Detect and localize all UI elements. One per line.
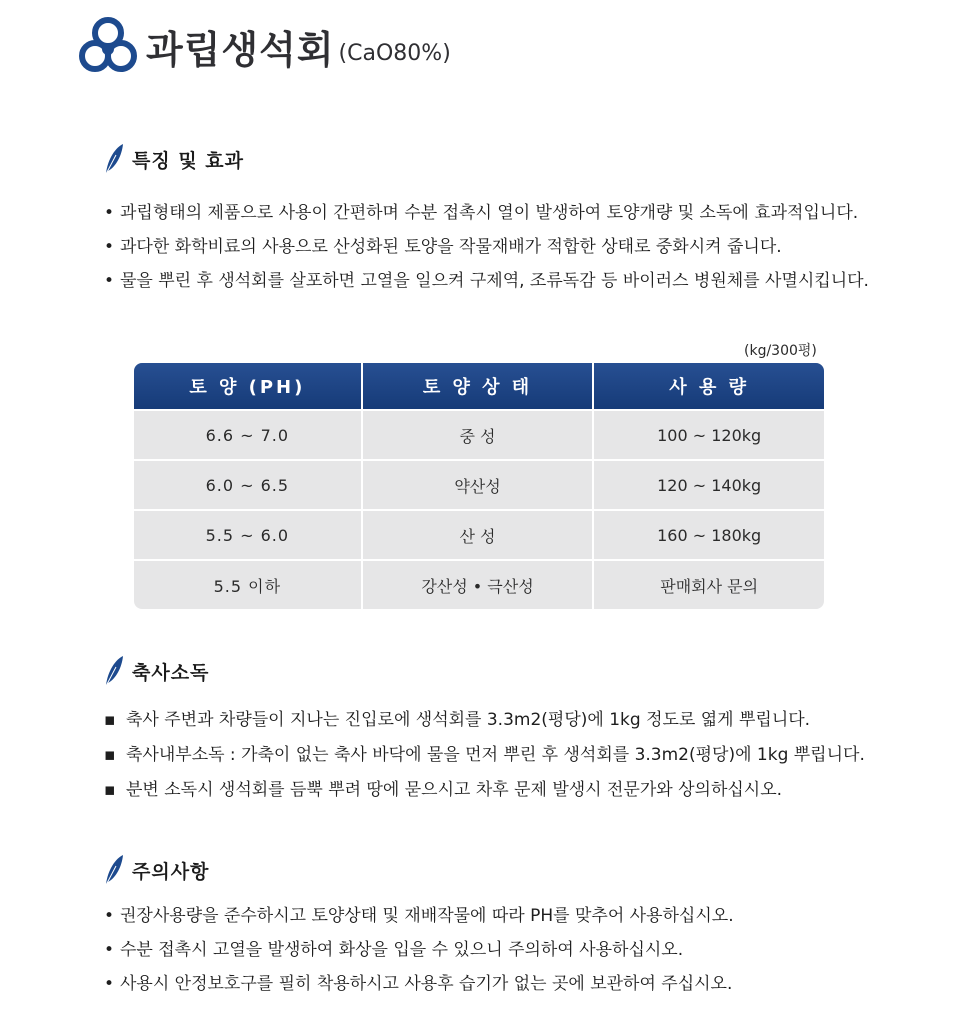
cell-ph: 6.0 ~ 6.5 <box>134 461 363 509</box>
list-item: • 과다한 화학비료의 사용으로 산성화된 토양을 작물재배가 적합한 상태로 중화시켜 줍니다. <box>104 237 782 257</box>
product-name: 과립생석회 <box>146 27 335 72</box>
cell-ph: 6.6 ~ 7.0 <box>134 411 363 459</box>
leaf-icon <box>104 143 124 175</box>
header-usage-amount: 사 용 량 <box>669 377 749 398</box>
usage-table <box>134 363 824 609</box>
cell-ph: 5.5 이하 <box>134 561 363 609</box>
list-item: • 수분 접촉시 고열을 발생하여 화상을 입을 수 있으니 주의하여 사용하십시오. <box>104 940 684 960</box>
logo-icon <box>78 16 138 76</box>
header-soil-state: 토 양 상 태 <box>363 363 595 409</box>
cell-amount: 100 ~ 120kg <box>657 425 762 445</box>
list-item: • 사용시 안정보호구를 필히 착용하시고 사용후 습기가 없는 곳에 보관하여 주십시오. <box>104 974 733 994</box>
cell-amount: 160 ~ 180kg <box>657 525 762 545</box>
section-title: 특징 및 효과 <box>132 149 244 172</box>
table-row <box>134 459 824 509</box>
cell-ph: 5.5 ~ 6.0 <box>134 511 363 559</box>
cell-state: 강산성 • 극산성 <box>363 561 595 609</box>
list-item: ▪ 축사 주변과 차량들이 지나는 진입로에 생석회를 3.3m2(평당)에 1kg 정도로 엷게 뿌립니다. <box>104 710 811 730</box>
list-item: • 권장사용량을 준수하시고 토양상태 및 재배작물에 따라 PH를 맞추어 사용하십시오. <box>104 906 734 926</box>
precautions-list <box>104 899 734 1001</box>
cell-state: 중 성 <box>363 411 595 459</box>
barn-disinfection-list <box>104 703 865 808</box>
table-header <box>134 363 824 409</box>
table-row <box>134 509 824 559</box>
leaf-icon <box>104 854 124 886</box>
cell-state: 약산성 <box>363 461 595 509</box>
features-list <box>104 196 869 298</box>
header-soil-ph: 토 양 (PH) <box>134 363 363 409</box>
section-heading-barn-disinfection <box>104 654 209 688</box>
leaf-icon <box>104 655 124 687</box>
section-heading-features <box>104 142 244 176</box>
cell-amount: 판매회사 문의 <box>660 576 759 596</box>
unit-note: (kg/300평) <box>744 343 817 359</box>
list-item: ▪ 분변 소독시 생석회를 듬뿍 뿌려 땅에 묻으시고 차후 문제 발생시 전문가와 상의하십시오. <box>104 780 783 800</box>
section-title: 주의사항 <box>132 860 210 883</box>
section-heading-precautions <box>104 853 209 887</box>
product-formula: (CaO80%) <box>338 40 451 66</box>
cell-amount: 120 ~ 140kg <box>657 475 762 495</box>
table-row <box>134 559 824 609</box>
page-header <box>78 14 451 78</box>
cell-state: 산 성 <box>363 511 595 559</box>
table-row <box>134 409 824 459</box>
list-item: ▪ 축사내부소독 : 가축이 없는 축사 바닥에 물을 먼저 뿌린 후 생석회를 3.3m2(평당)에 1kg 뿌립니다. <box>104 745 865 765</box>
list-item: • 과립형태의 제품으로 사용이 간편하며 수분 접촉시 열이 발생하여 토양개량 및 소독에 효과적입니다. <box>104 203 859 223</box>
list-item: • 물을 뿌린 후 생석회를 살포하면 고열을 일으켜 구제역, 조류독감 등 바이러스 병원체를 사멸시킵니다. <box>104 271 869 291</box>
section-title: 축사소독 <box>132 661 210 684</box>
